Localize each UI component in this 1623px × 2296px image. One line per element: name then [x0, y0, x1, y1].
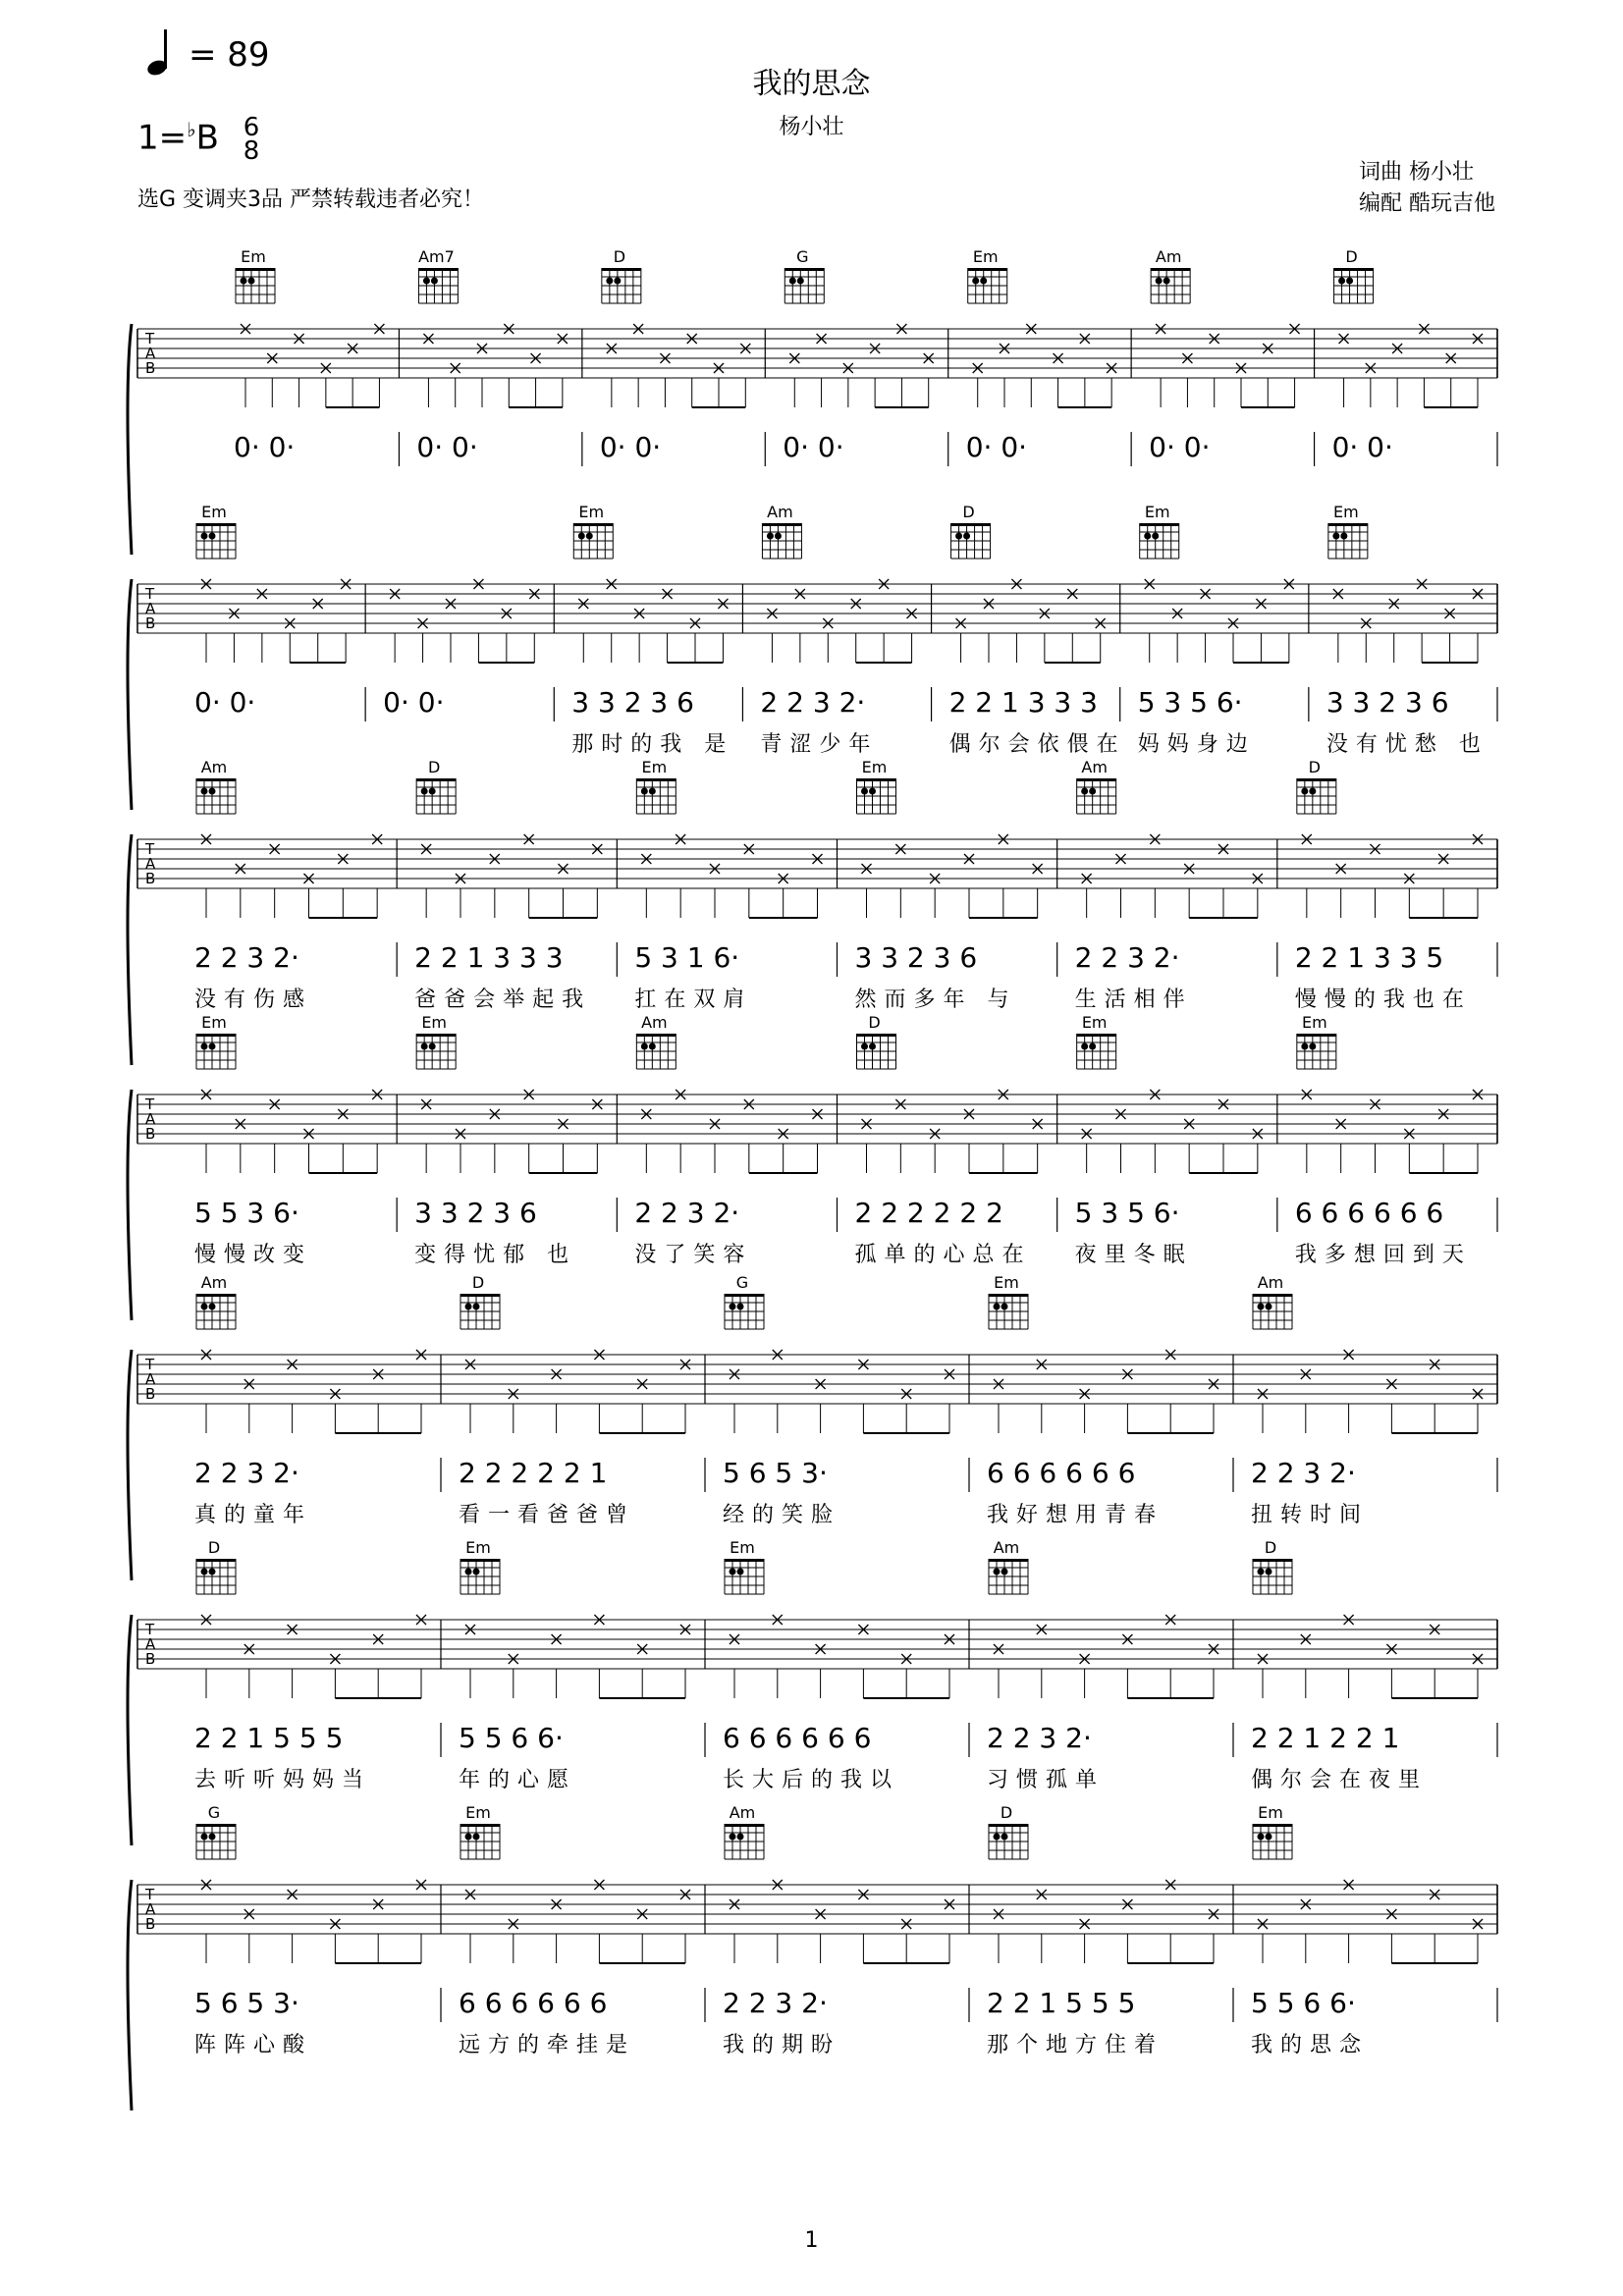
lyric-line: 变得忧郁 也 — [414, 1243, 577, 1267]
tab-notes — [994, 1880, 1218, 1963]
score-system — [0, 1273, 1623, 1527]
chord-diagram — [1253, 1273, 1292, 1329]
jianpu-notes: 3 3 2 3 6 — [1325, 686, 1449, 719]
composer-name: 杨小壮 — [779, 115, 844, 139]
tab-clef: A — [145, 600, 156, 617]
tab-notes — [767, 579, 916, 663]
chord-name: D — [471, 1273, 485, 1292]
chord-name: Em — [578, 503, 605, 521]
lyric-line: 长大后的我以 — [723, 1768, 900, 1792]
tab-clef: T — [145, 840, 155, 858]
chord-name: Am — [993, 1538, 1020, 1557]
tab-clef: T — [145, 330, 155, 347]
lyric-line: 远方的牵挂是 — [459, 2033, 636, 2057]
tab-clef: T — [145, 1356, 155, 1373]
jianpu-notes: 5 6 5 3· — [723, 1457, 828, 1489]
chord-name: Em — [641, 758, 668, 776]
capo-note: 选G 变调夹3品 严禁转载违者必究！ — [137, 187, 485, 212]
lyric-line: 没了笑容 — [634, 1243, 753, 1267]
tab-notes — [1333, 579, 1483, 663]
tab-clef: B — [145, 1915, 156, 1933]
tab-notes — [862, 834, 1043, 918]
chord-diagram — [573, 503, 613, 559]
chord-name: Am7 — [418, 247, 455, 266]
jianpu-notes: 0· 0· — [383, 686, 445, 719]
tab-clef: A — [145, 1635, 156, 1653]
chord-name: D — [428, 758, 441, 776]
key-prefix: 1= — [137, 118, 188, 158]
tab-clef: B — [145, 1650, 156, 1668]
score-system — [0, 1538, 1623, 1792]
chord-diagram — [196, 1273, 236, 1329]
jianpu-notes: 5 3 5 6· — [1137, 686, 1243, 719]
chord-name: Am — [1155, 247, 1182, 266]
score-system — [0, 503, 1623, 757]
tab-notes — [1302, 834, 1483, 918]
jianpu-notes: 5 5 6 6· — [459, 1722, 564, 1754]
jianpu-notes: 6 6 6 6 6 6 — [987, 1457, 1136, 1489]
chord-diagram — [196, 758, 236, 814]
chord-diagram — [1297, 1013, 1336, 1069]
tab-notes — [1145, 579, 1294, 663]
chord-diagram — [460, 1803, 500, 1859]
lyric-line: 扭转时间 — [1251, 1503, 1370, 1527]
lyric-line: 经的笑脸 — [723, 1503, 841, 1527]
chord-diagram — [1334, 247, 1374, 303]
tab-notes — [423, 324, 567, 407]
tab-clef: T — [145, 1886, 155, 1903]
jianpu-notes: 6 6 6 6 6 6 — [1294, 1197, 1444, 1229]
tab-notes — [862, 1090, 1043, 1173]
tab-clef: T — [145, 1621, 155, 1638]
chord-diagram — [989, 1273, 1028, 1329]
chord-name: Em — [241, 247, 266, 266]
chord-name: Am — [200, 1273, 228, 1292]
tab-notes — [730, 1615, 954, 1698]
page-number: 1 — [804, 2228, 819, 2253]
lyric-line: 慢慢的我也在 — [1294, 988, 1472, 1012]
chord-name: Am — [1081, 758, 1108, 776]
jianpu-notes: 0· 0· — [599, 431, 662, 463]
chord-diagram — [857, 1013, 896, 1069]
jianpu-notes: 2 2 1 5 5 5 — [194, 1722, 344, 1754]
tab-notes — [465, 1350, 690, 1433]
jianpu-notes: 0· 0· — [965, 431, 1028, 463]
tab-notes — [1258, 1350, 1483, 1433]
tab-notes — [201, 1880, 426, 1963]
tab-notes — [201, 579, 351, 663]
chord-name: Am — [641, 1013, 668, 1032]
chord-diagram — [784, 247, 824, 303]
credits — [1359, 157, 1495, 220]
lyric-line: 孤单的心总在 — [854, 1243, 1032, 1267]
jianpu-notes: 2 2 3 2· — [723, 1987, 828, 2019]
chord-diagram — [196, 1013, 236, 1069]
tab-notes — [1302, 1090, 1483, 1173]
chord-name: Em — [1333, 503, 1359, 521]
chord-name: Em — [1301, 1013, 1327, 1032]
chord-diagram — [1077, 1013, 1116, 1069]
tab-notes — [641, 834, 822, 918]
chord-name: Am — [1257, 1273, 1284, 1292]
lyric-line: 我多想回到天 — [1294, 1243, 1472, 1267]
lyric-line: 夜里冬眠 — [1074, 1243, 1193, 1267]
tab-notes — [390, 579, 539, 663]
jianpu-notes: 2 2 3 2· — [760, 686, 866, 719]
tab-clef: B — [145, 359, 156, 377]
system-svg — [0, 758, 1623, 1012]
chord-name: Em — [861, 758, 888, 776]
lyric-line: 然而多年 与 — [854, 988, 1017, 1012]
jianpu-notes: 5 3 5 6· — [1074, 1197, 1180, 1229]
tab-notes — [201, 1615, 426, 1698]
tab-clef: T — [145, 1095, 155, 1113]
jianpu-notes: 0· 0· — [194, 686, 256, 719]
jianpu-notes: 2 2 1 3 3 3 — [948, 686, 1098, 719]
tab-notes — [578, 579, 728, 663]
tab-notes — [730, 1350, 954, 1433]
lyric-line: 去听听妈妈当 — [194, 1768, 372, 1792]
lyric-line: 我的思念 — [1251, 2033, 1370, 2057]
lyric-line: 看一看爸爸曾 — [459, 1503, 636, 1527]
score-system — [0, 1013, 1623, 1267]
tab-notes — [421, 834, 602, 918]
lyric-line: 慢慢改变 — [194, 1243, 313, 1267]
jianpu-notes: 0· 0· — [783, 431, 844, 463]
chord-name: G — [796, 247, 809, 266]
tab-clef: B — [145, 1125, 156, 1143]
chord-diagram — [725, 1538, 764, 1594]
jianpu-notes: 0· 0· — [1149, 431, 1211, 463]
chord-diagram — [725, 1273, 764, 1329]
tab-notes — [1082, 1090, 1263, 1173]
tab-notes — [201, 1350, 426, 1433]
tab-notes — [421, 1090, 602, 1173]
jianpu-notes: 5 5 3 6· — [194, 1197, 299, 1229]
score-system — [0, 247, 1623, 496]
lyric-line: 妈妈身边 — [1137, 732, 1256, 757]
tab-notes — [994, 1615, 1218, 1698]
lyric-line: 青涩少年 — [760, 732, 879, 757]
tab-notes — [730, 1880, 954, 1963]
system-bracket — [128, 1880, 132, 2110]
jianpu-notes: 2 2 2 2 2 2 — [854, 1197, 1003, 1229]
chord-name: Em — [201, 503, 227, 521]
system-svg — [0, 503, 1623, 757]
system-svg — [0, 1273, 1623, 1527]
system-svg — [0, 247, 1623, 496]
chord-name: G — [207, 1803, 221, 1822]
tab-notes — [973, 324, 1116, 407]
chord-name: D — [207, 1538, 221, 1557]
jianpu-notes: 5 3 1 6· — [634, 941, 740, 974]
chord-name: Em — [465, 1538, 491, 1557]
chord-diagram — [989, 1538, 1028, 1594]
jianpu-notes: 2 2 3 2· — [1074, 941, 1180, 974]
tab-notes — [641, 1090, 822, 1173]
lyric-line: 爸爸会举起我 — [414, 988, 592, 1012]
lyric-line: 偶尔会在夜里 — [1251, 1768, 1429, 1792]
flat-icon: ♭ — [187, 118, 196, 142]
system-svg — [0, 1013, 1623, 1267]
chord-diagram — [989, 1803, 1028, 1859]
time-top: 6 — [243, 113, 260, 142]
lyric-line: 我的期盼 — [723, 2033, 841, 2057]
chord-diagram — [1253, 1538, 1292, 1594]
chord-name: D — [1345, 247, 1358, 266]
chord-name: Em — [1258, 1803, 1283, 1822]
chord-name: Am — [729, 1803, 756, 1822]
chord-name: D — [1264, 1538, 1277, 1557]
lyric-line: 我好想用青春 — [987, 1503, 1164, 1527]
chord-diagram — [857, 758, 896, 814]
chord-diagram — [1077, 758, 1116, 814]
tab-notes — [1258, 1615, 1483, 1698]
chord-diagram — [196, 503, 236, 559]
chord-diagram — [418, 247, 458, 303]
jianpu-notes: 2 2 3 2· — [194, 1457, 299, 1489]
jianpu-notes: 5 6 5 3· — [194, 1987, 299, 2019]
chord-name: Em — [1144, 503, 1170, 521]
chord-name: Am — [767, 503, 793, 521]
jianpu-notes: 5 5 6 6· — [1251, 1987, 1356, 2019]
lyric-line: 扛在双肩 — [634, 988, 753, 1012]
score-system — [0, 758, 1623, 1012]
jianpu-notes: 3 3 2 3 6 — [571, 686, 694, 719]
tab-notes — [956, 579, 1106, 663]
lyric-line: 生活相伴 — [1074, 988, 1193, 1012]
jianpu-notes: 0· 0· — [234, 431, 296, 463]
chord-diagram — [196, 1538, 236, 1594]
tab-clef: B — [145, 870, 156, 887]
chord-diagram — [1253, 1803, 1292, 1859]
chord-diagram — [1151, 247, 1190, 303]
chord-name: Em — [1081, 1013, 1108, 1032]
chord-name: Em — [201, 1013, 227, 1032]
jianpu-notes: 2 2 3 2· — [987, 1722, 1092, 1754]
tab-notes — [1082, 834, 1263, 918]
jianpu-notes: 0· 0· — [416, 431, 478, 463]
lyric-line: 真的童年 — [194, 1503, 313, 1527]
lyric-line: 习惯孤单 — [987, 1768, 1106, 1792]
chord-name: Em — [994, 1273, 1019, 1292]
tempo-value: = 89 — [189, 35, 270, 75]
chord-name: D — [962, 503, 975, 521]
jianpu-notes: 6 6 6 6 6 6 — [723, 1722, 872, 1754]
chord-name: Em — [972, 247, 999, 266]
chord-diagram — [951, 503, 991, 559]
jianpu-notes: 2 2 1 5 5 5 — [987, 1987, 1136, 2019]
tab-notes — [994, 1350, 1218, 1433]
lyric-line: 偶尔会依偎在 — [948, 732, 1126, 757]
chord-diagram — [725, 1803, 764, 1859]
lyric-line: 年的心愿 — [459, 1768, 577, 1792]
key-note: B — [195, 118, 219, 158]
system-svg — [0, 1803, 1623, 2057]
jianpu-notes: 2 2 3 2· — [634, 1197, 740, 1229]
chord-name: Em — [730, 1538, 755, 1557]
system-svg — [0, 1538, 1623, 1792]
tab-notes — [607, 324, 750, 407]
chord-name: Em — [421, 1013, 448, 1032]
chord-diagram — [416, 1013, 456, 1069]
jianpu-notes: 2 2 1 3 3 3 — [414, 941, 564, 974]
chord-diagram — [968, 247, 1007, 303]
lyric-line: 没有忧愁 也 — [1325, 732, 1488, 757]
chord-name: D — [1000, 1803, 1013, 1822]
chord-name: Am — [200, 758, 228, 776]
tab-clef: A — [145, 1370, 156, 1388]
jianpu-notes: 3 3 2 3 6 — [854, 941, 978, 974]
song-title: 我的思念 — [752, 67, 871, 101]
chord-name: D — [613, 247, 626, 266]
chord-diagram — [762, 503, 801, 559]
chord-name: D — [1308, 758, 1321, 776]
jianpu-notes: 2 2 3 2· — [194, 941, 299, 974]
chord-diagram — [636, 758, 676, 814]
tab-clef: B — [145, 1385, 156, 1403]
chord-diagram — [1140, 503, 1179, 559]
chord-name: G — [735, 1273, 749, 1292]
lyric-line: 没有伤感 — [194, 988, 313, 1012]
tab-clef: T — [145, 585, 155, 603]
jianpu-notes: 6 6 6 6 6 6 — [459, 1987, 608, 2019]
jianpu-notes: 2 2 2 2 2 1 — [459, 1457, 608, 1489]
tab-notes — [1156, 324, 1299, 407]
chord-name: D — [868, 1013, 881, 1032]
tab-clef: A — [145, 1110, 156, 1128]
time-bottom: 8 — [243, 136, 260, 166]
jianpu-notes: 2 2 1 3 3 5 — [1294, 941, 1444, 974]
tab-clef: A — [145, 1900, 156, 1918]
chord-name: Em — [465, 1803, 491, 1822]
credit-arrange: 编配 酷玩吉他 — [1359, 191, 1495, 216]
jianpu-notes: 0· 0· — [1331, 431, 1393, 463]
score-system — [0, 1803, 1623, 2057]
lyric-line: 那时的我 是 — [571, 732, 734, 757]
chord-diagram — [416, 758, 456, 814]
tab-notes — [465, 1880, 690, 1963]
lyric-line: 阵阵心酸 — [194, 2033, 313, 2057]
jianpu-notes: 2 2 1 2 2 1 — [1251, 1722, 1400, 1754]
chord-diagram — [236, 247, 275, 303]
chord-diagram — [196, 1803, 236, 1859]
jianpu-notes: 3 3 2 3 6 — [414, 1197, 537, 1229]
tab-notes — [1258, 1880, 1483, 1963]
tab-notes — [201, 834, 382, 918]
chord-diagram — [460, 1538, 500, 1594]
chord-diagram — [602, 247, 641, 303]
chord-diagram — [1297, 758, 1336, 814]
tab-clef: B — [145, 614, 156, 632]
lyric-line: 那个地方住着 — [987, 2033, 1164, 2057]
tab-notes — [465, 1615, 690, 1698]
tab-notes — [201, 1090, 382, 1173]
tab-notes — [789, 324, 933, 407]
tab-clef: A — [145, 345, 156, 362]
tab-clef: A — [145, 855, 156, 873]
chord-diagram — [460, 1273, 500, 1329]
tab-notes — [1339, 324, 1483, 407]
jianpu-notes: 2 2 3 2· — [1251, 1457, 1356, 1489]
credit-lyrics: 词曲 杨小壮 — [1359, 160, 1474, 185]
tab-notes — [241, 324, 384, 407]
chord-diagram — [1328, 503, 1368, 559]
chord-diagram — [636, 1013, 676, 1069]
